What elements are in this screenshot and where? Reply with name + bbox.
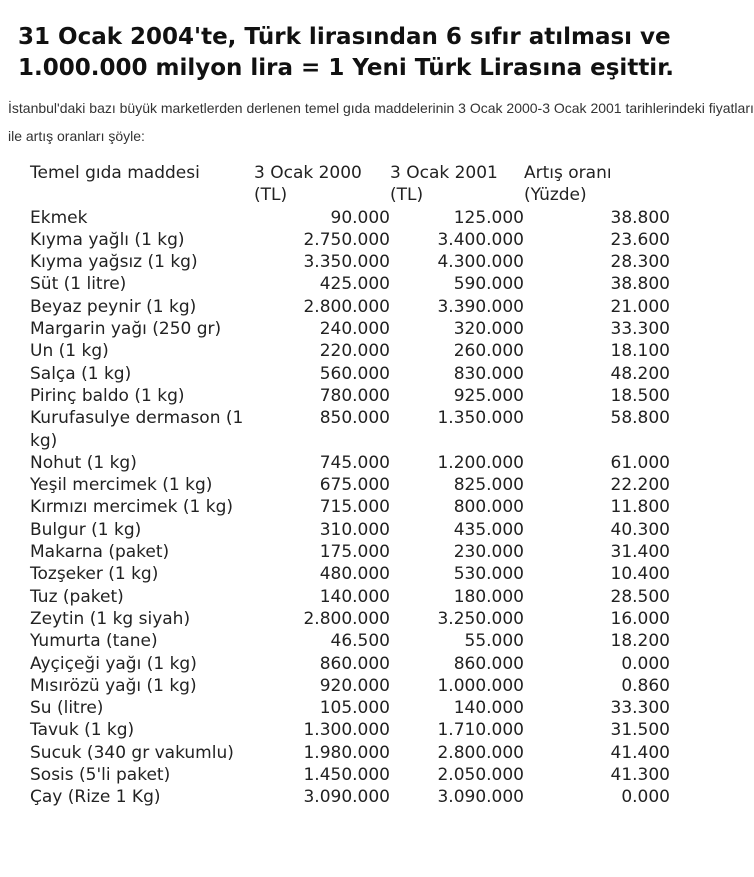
price-2001-cell: 3.390.000 xyxy=(437,296,524,317)
price-2000-cell: 2.750.000 xyxy=(303,229,390,250)
increase-cell: 31.400 xyxy=(610,542,670,563)
increase-cell: 18.100 xyxy=(610,341,670,362)
price-2001-cell: 1.200.000 xyxy=(437,452,524,473)
item-cell: Mısırözü yağı (1 kg) xyxy=(30,675,197,696)
price-2001-cell: 230.000 xyxy=(453,542,524,563)
item-cell: Sucuk (340 gr vakumlu) xyxy=(30,742,234,763)
item-cell: Un (1 kg) xyxy=(30,341,109,362)
table-row xyxy=(30,630,670,652)
header-price-2001 xyxy=(390,162,524,207)
price-2000-cell: 920.000 xyxy=(319,675,390,696)
increase-cell: 21.000 xyxy=(610,296,670,317)
table-row xyxy=(30,719,670,741)
price-2001-cell: 3.400.000 xyxy=(437,229,524,250)
table-row xyxy=(30,496,670,518)
increase-cell: 31.500 xyxy=(610,720,670,741)
price-2001-cell: 3.250.000 xyxy=(437,608,524,629)
table-row xyxy=(30,742,670,764)
header-increase xyxy=(524,162,670,207)
item-cell: Tozşeker (1 kg) xyxy=(30,564,159,585)
table-row xyxy=(30,474,670,496)
headline-line-1: 31 Ocak 2004'te, Türk lirasından 6 sıfır atılması ve xyxy=(18,24,671,50)
table-row xyxy=(30,251,670,273)
price-2001-cell: 4.300.000 xyxy=(437,252,524,273)
price-2000-cell: 175.000 xyxy=(319,542,390,563)
table-row xyxy=(30,385,670,407)
price-2001-cell: 55.000 xyxy=(464,631,524,652)
price-2001-cell: 1.000.000 xyxy=(437,675,524,696)
header-item xyxy=(30,162,254,207)
price-2001-cell: 2.800.000 xyxy=(437,742,524,763)
price-2000-cell: 240.000 xyxy=(319,319,390,340)
headline xyxy=(18,22,718,84)
price-2000-cell: 1.300.000 xyxy=(303,720,390,741)
price-2000-cell: 220.000 xyxy=(319,341,390,362)
header-price-2000 xyxy=(254,162,390,207)
table-row xyxy=(30,586,670,608)
header-row xyxy=(30,162,670,207)
table-row xyxy=(30,273,670,295)
item-cell: Zeytin (1 kg siyah) xyxy=(30,608,191,629)
header-increase-label: Artış oranı xyxy=(524,163,612,183)
price-2000-cell: 140.000 xyxy=(319,586,390,607)
item-cell: Yumurta (tane) xyxy=(30,631,158,652)
item-cell: Makarna (paket) xyxy=(30,542,170,563)
price-2000-cell: 105.000 xyxy=(319,698,390,719)
increase-cell: 33.300 xyxy=(610,319,670,340)
item-cell: Tavuk (1 kg) xyxy=(30,720,135,741)
increase-cell: 38.800 xyxy=(610,274,670,295)
price-2000-cell: 3.350.000 xyxy=(303,252,390,273)
table-row xyxy=(30,519,670,541)
increase-cell: 41.400 xyxy=(610,742,670,763)
price-2000-cell: 46.500 xyxy=(330,631,390,652)
increase-cell: 0.000 xyxy=(621,653,670,674)
item-cell: Kırmızı mercimek (1 kg) xyxy=(30,497,233,518)
price-2000-cell: 480.000 xyxy=(319,564,390,585)
table-row xyxy=(30,675,670,697)
item-cell: Nohut (1 kg) xyxy=(30,452,137,473)
increase-cell: 41.300 xyxy=(610,765,670,786)
price-table-header xyxy=(30,162,670,207)
increase-cell: 48.200 xyxy=(610,363,670,384)
header-price-2000-label: 3 Ocak 2000 xyxy=(254,163,362,183)
table-row xyxy=(30,452,670,474)
increase-cell: 11.800 xyxy=(610,497,670,518)
price-2000-cell: 780.000 xyxy=(319,385,390,406)
increase-cell: 10.400 xyxy=(610,564,670,585)
increase-cell: 38.800 xyxy=(610,207,670,228)
item-cell: Çay (Rize 1 Kg) xyxy=(30,787,161,808)
increase-cell: 58.800 xyxy=(610,408,670,429)
price-2001-cell: 830.000 xyxy=(453,363,524,384)
price-2001-cell: 1.710.000 xyxy=(437,720,524,741)
price-2001-cell: 435.000 xyxy=(453,519,524,540)
table-row xyxy=(30,318,670,340)
price-table xyxy=(30,162,670,809)
header-price-2001-unit: (TL) xyxy=(390,185,424,206)
table-row xyxy=(30,407,670,452)
item-cell: Pirinç baldo (1 kg) xyxy=(30,385,185,406)
price-2001-cell: 530.000 xyxy=(453,564,524,585)
table-row xyxy=(30,786,670,808)
price-2001-cell: 825.000 xyxy=(453,475,524,496)
item-cell: Kıyma yağlı (1 kg) xyxy=(30,229,185,250)
price-2001-cell: 1.350.000 xyxy=(437,408,524,429)
table-row xyxy=(30,363,670,385)
table-row xyxy=(30,697,670,719)
item-cell: Beyaz peynir (1 kg) xyxy=(30,296,197,317)
table-row xyxy=(30,764,670,786)
price-2000-cell: 850.000 xyxy=(319,408,390,429)
increase-cell: 33.300 xyxy=(610,698,670,719)
increase-cell: 28.300 xyxy=(610,252,670,273)
item-cell: Kıyma yağsız (1 kg) xyxy=(30,252,198,273)
header-price-2000-unit: (TL) xyxy=(254,185,288,206)
table-row xyxy=(30,653,670,675)
price-2000-cell: 2.800.000 xyxy=(303,608,390,629)
price-2001-cell: 800.000 xyxy=(453,497,524,518)
increase-cell: 0.000 xyxy=(621,787,670,808)
price-2000-cell: 2.800.000 xyxy=(303,296,390,317)
price-2000-cell: 310.000 xyxy=(319,519,390,540)
price-2000-cell: 90.000 xyxy=(330,207,390,228)
price-2001-cell: 140.000 xyxy=(453,698,524,719)
table-row xyxy=(30,563,670,585)
table-row xyxy=(30,296,670,318)
item-cell: Bulgur (1 kg) xyxy=(30,519,142,540)
price-2001-cell: 2.050.000 xyxy=(437,765,524,786)
price-2000-cell: 1.450.000 xyxy=(303,765,390,786)
header-price-2001-label: 3 Ocak 2001 xyxy=(390,163,498,183)
price-table-body xyxy=(30,207,670,809)
price-2000-cell: 560.000 xyxy=(319,363,390,384)
price-2001-cell: 320.000 xyxy=(453,319,524,340)
table-row xyxy=(30,541,670,563)
price-2001-cell: 590.000 xyxy=(453,274,524,295)
intro-paragraph: İstanbul'daki bazı büyük marketlerden derlenen temel gıda maddelerinin 3 Ocak 2000-3 Ocak 2001 tarihlerindeki fiyatları ile artış oranları şöyle: xyxy=(8,100,754,144)
price-2000-cell: 425.000 xyxy=(319,274,390,295)
item-cell: Margarin yağı (250 gr) xyxy=(30,319,222,340)
table-row xyxy=(30,340,670,362)
item-cell: Salça (1 kg) xyxy=(30,363,132,384)
price-2001-cell: 3.090.000 xyxy=(437,787,524,808)
table-row xyxy=(30,207,670,229)
item-cell: Tuz (paket) xyxy=(30,586,124,607)
price-2000-cell: 715.000 xyxy=(319,497,390,518)
item-cell: Kurufasulye dermason (1 kg) xyxy=(30,408,244,451)
headline-line-2: 1.000.000 milyon lira = 1 Yeni Türk Lirasına eşittir. xyxy=(18,55,674,81)
price-2000-cell: 1.980.000 xyxy=(303,742,390,763)
price-2001-cell: 260.000 xyxy=(453,341,524,362)
increase-cell: 16.000 xyxy=(610,608,670,629)
item-cell: Yeşil mercimek (1 kg) xyxy=(30,475,213,496)
item-cell: Süt (1 litre) xyxy=(30,274,127,295)
price-2000-cell: 675.000 xyxy=(319,475,390,496)
increase-cell: 23.600 xyxy=(610,229,670,250)
header-item-label: Temel gıda maddesi xyxy=(30,163,200,183)
increase-cell: 18.200 xyxy=(610,631,670,652)
item-cell: Ekmek xyxy=(30,207,88,228)
table-row xyxy=(30,608,670,630)
increase-cell: 28.500 xyxy=(610,586,670,607)
price-2001-cell: 180.000 xyxy=(453,586,524,607)
increase-cell: 22.200 xyxy=(610,475,670,496)
price-2001-cell: 860.000 xyxy=(453,653,524,674)
price-2000-cell: 860.000 xyxy=(319,653,390,674)
increase-cell: 61.000 xyxy=(610,452,670,473)
table-row xyxy=(30,229,670,251)
item-cell: Su (litre) xyxy=(30,698,104,719)
increase-cell: 0.860 xyxy=(621,675,670,696)
increase-cell: 18.500 xyxy=(610,385,670,406)
price-2001-cell: 925.000 xyxy=(453,385,524,406)
item-cell: Sosis (5'li paket) xyxy=(30,765,171,786)
price-2000-cell: 3.090.000 xyxy=(303,787,390,808)
header-increase-unit: (Yüzde) xyxy=(524,185,587,206)
increase-cell: 40.300 xyxy=(610,519,670,540)
price-2001-cell: 125.000 xyxy=(453,207,524,228)
price-2000-cell: 745.000 xyxy=(319,452,390,473)
item-cell: Ayçiçeği yağı (1 kg) xyxy=(30,653,197,674)
